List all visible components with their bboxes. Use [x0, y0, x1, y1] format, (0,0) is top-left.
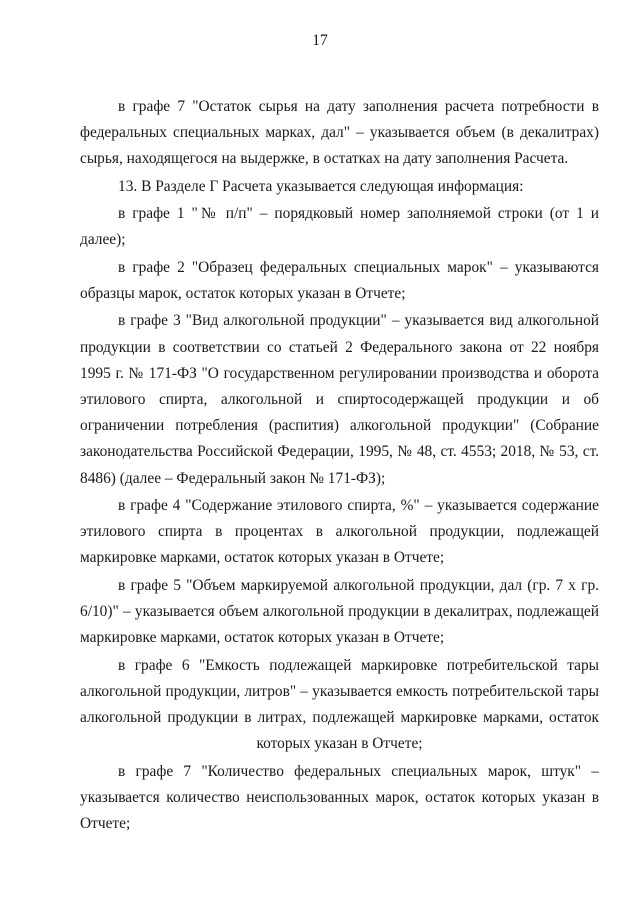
paragraph-column-2: в графе 2 "Образец федеральных специальных марок" – указываются образцы марок, остаток которых указан в Отчете;: [80, 258, 599, 302]
paragraph-column-6: в графе 6 "Емкость подлежащей маркировке потребительской тары алкогольной продукции, литров" – указывается емкость потребительской тары алкогольной продукции в литрах, подлежащей маркировке марками, остаток которых указан в Отчете;: [80, 656, 599, 753]
paragraph-column-3: в графе 3 "Вид алкогольной продукции" – указывается вид алкогольной продукции в соответствии со статьей 2 Федерального закона от 22 ноября 1995 г. № 171-ФЗ "О государственном регулировании производства и оборота этилового спирта, алкогольной и спиртосодержащей продукции и об ограничении потребления (распития) алкогольной продукции" (Собрание законодательства Российской Федерации, 1995, № 48, ст. 4553; 2018, № 53, ст. 8486) (далее – Федеральный закон № 171-ФЗ);: [80, 312, 599, 487]
page-number: 17: [312, 32, 328, 49]
paragraph-section-g-heading: 13. В Разделе Г Расчета указывается следующая информация:: [118, 177, 524, 195]
paragraph-column-1: в графе 1 "№ п/п" – порядковый номер заполняемой строки (от 1 и далее);: [80, 205, 599, 249]
paragraph-column-7-stamp-count: в графе 7 "Количество федеральных специальных марок, штук" – указывается количество неиспользованных марок, остаток которых указан в Отчете;: [80, 762, 599, 832]
document-body: [80, 94, 599, 838]
paragraph-column-7-raw-remainder: в графе 7 "Остаток сырья на дату заполнения расчета потребности в федеральных специальных марках, дал" – указывается объем (в декалитрах) сырья, находящегося на выдержке, в остатках на дату заполнения Расчета.: [80, 98, 599, 168]
paragraph-column-5: в графе 5 "Объем маркируемой алкогольной продукции, дал (гр. 7 х гр. 6/10)" – указывается объем алкогольной продукции в декалитрах, подлежащей маркировке марками, остаток которых указан в Отчете;: [80, 576, 599, 647]
paragraph-column-4: в графе 4 "Содержание этилового спирта, %" – указывается содержание этилового спирта в процентах в алкогольной продукции, подлежащей маркировке марками, остаток которых указан в Отчете;: [80, 496, 599, 567]
